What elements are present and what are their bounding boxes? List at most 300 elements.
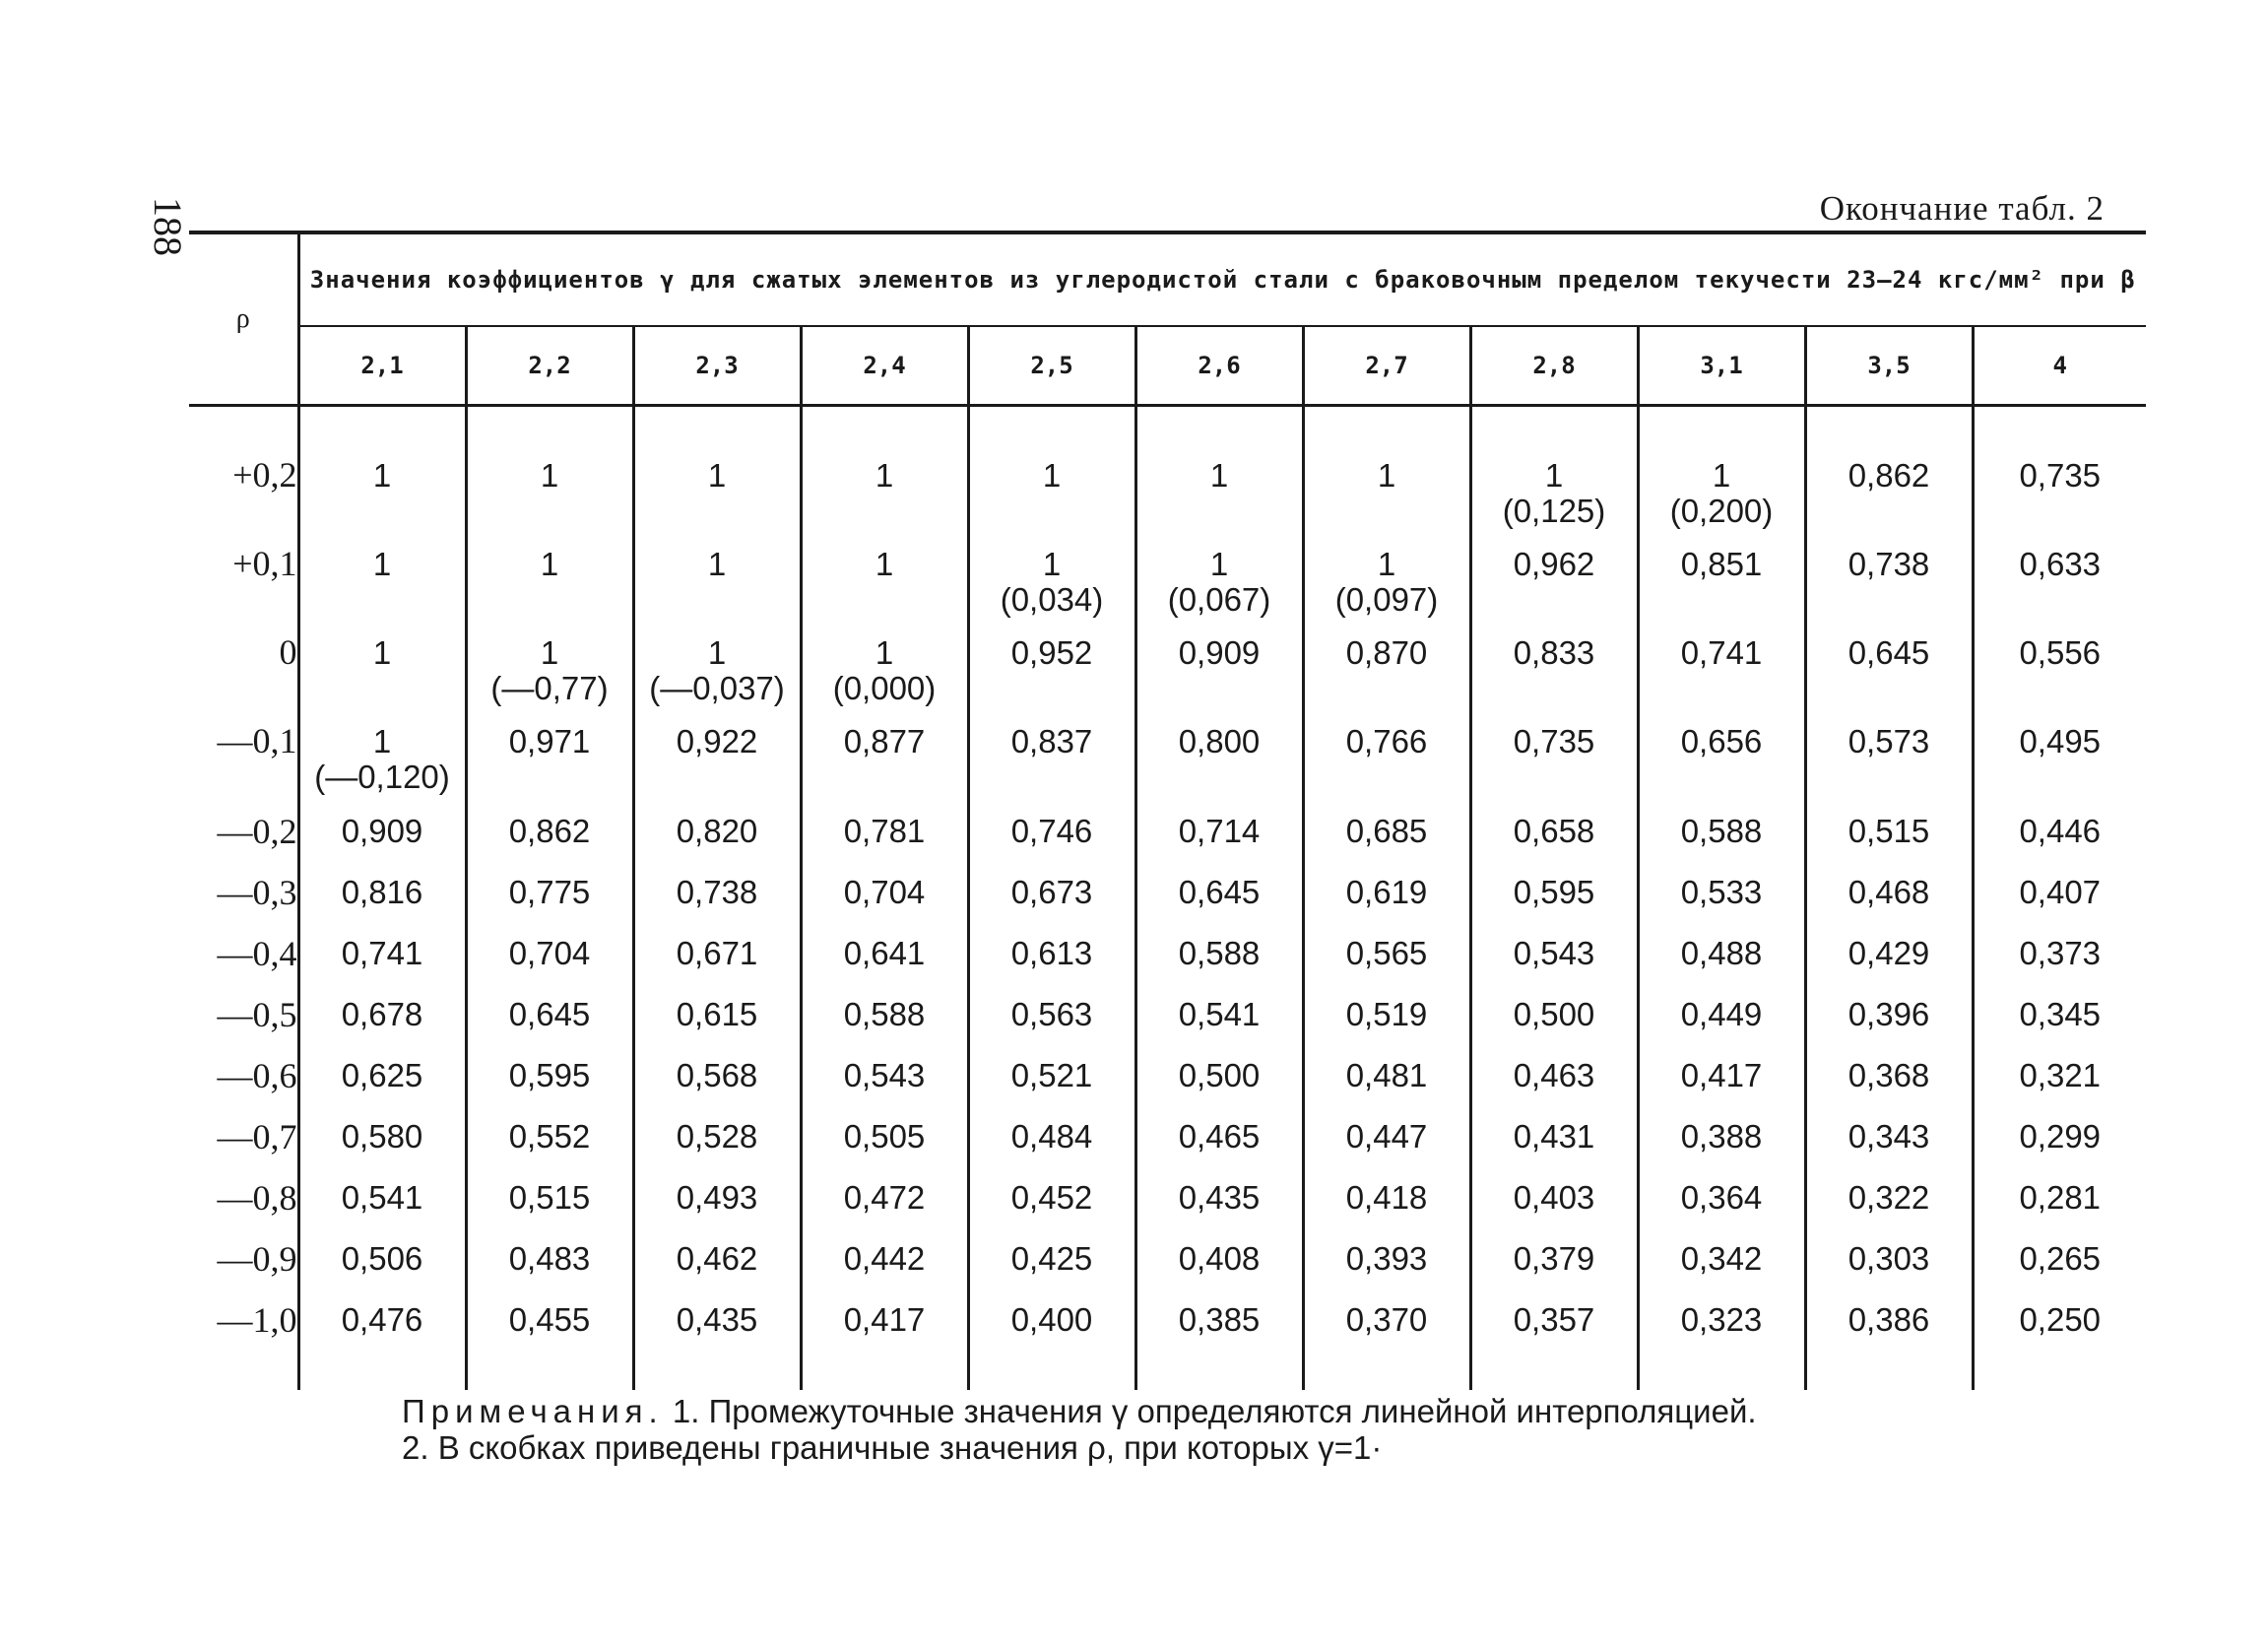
rho-cell: +0,2 bbox=[189, 446, 298, 535]
value-cell bbox=[1135, 1167, 1303, 1228]
value-cell bbox=[466, 446, 633, 535]
spacer-cell bbox=[1470, 1351, 1638, 1390]
spacer-cell bbox=[1638, 1351, 1805, 1390]
cell-value: 1 bbox=[1209, 546, 1229, 582]
cell-value: 0,704 bbox=[508, 935, 591, 971]
cell-value: 0,633 bbox=[2019, 546, 2102, 582]
spacer-cell bbox=[801, 406, 968, 447]
value-cell bbox=[801, 984, 968, 1045]
cell-value: 0,573 bbox=[1847, 723, 1930, 760]
value-cell bbox=[633, 535, 801, 624]
spacer-cell bbox=[633, 1351, 801, 1390]
value-cell bbox=[1135, 1045, 1303, 1106]
value-cell bbox=[1973, 446, 2146, 535]
rho-cell: —0,1 bbox=[189, 712, 298, 801]
cell-value: 1 bbox=[1544, 457, 1564, 494]
cell-value: 1 bbox=[372, 634, 392, 671]
cell-value: 1 bbox=[875, 457, 894, 494]
table-row bbox=[189, 923, 2146, 984]
cell-value: 0,837 bbox=[1010, 723, 1093, 760]
value-cell bbox=[968, 1289, 1135, 1351]
value-cell bbox=[1303, 801, 1470, 862]
cell-boundary-value: (0,000) bbox=[832, 670, 937, 706]
cell-value: 1 bbox=[707, 634, 727, 671]
value-cell bbox=[633, 1045, 801, 1106]
cell-value: 1 bbox=[540, 634, 559, 671]
value-cell bbox=[968, 624, 1135, 712]
value-cell bbox=[466, 984, 633, 1045]
value-cell bbox=[1303, 712, 1470, 801]
beta-header-cell: 2,2 bbox=[466, 326, 633, 406]
value-cell bbox=[801, 801, 968, 862]
value-cell bbox=[1303, 624, 1470, 712]
cell-value: 0,321 bbox=[2019, 1057, 2102, 1093]
cell-value: 0,619 bbox=[1345, 874, 1428, 910]
cell-value: 0,704 bbox=[843, 874, 926, 910]
table-row bbox=[189, 712, 2146, 801]
value-cell bbox=[968, 1167, 1135, 1228]
value-cell bbox=[466, 1167, 633, 1228]
cell-value: 0,820 bbox=[676, 813, 758, 849]
table-row bbox=[189, 862, 2146, 923]
cell-value: 0,641 bbox=[843, 935, 926, 971]
cell-value: 0,588 bbox=[1178, 935, 1261, 971]
cell-value: 0,299 bbox=[2019, 1118, 2102, 1155]
value-cell bbox=[1805, 984, 1973, 1045]
value-cell bbox=[633, 1228, 801, 1289]
cell-value: 0,588 bbox=[1680, 813, 1763, 849]
value-cell bbox=[801, 1228, 968, 1289]
cell-value: 0,386 bbox=[1847, 1301, 1930, 1338]
table-row bbox=[189, 801, 2146, 862]
table-body bbox=[189, 406, 2146, 1391]
value-cell bbox=[1805, 1228, 1973, 1289]
cell-value: 0,541 bbox=[1178, 996, 1261, 1032]
cell-boundary-value: (0,067) bbox=[1167, 581, 1271, 618]
cell-value: 0,922 bbox=[676, 723, 758, 760]
spacer-row bbox=[189, 406, 2146, 447]
value-cell bbox=[1470, 1045, 1638, 1106]
table-row bbox=[189, 535, 2146, 624]
cell-value: 0,488 bbox=[1680, 935, 1763, 971]
value-cell bbox=[801, 1289, 968, 1351]
value-cell bbox=[1135, 801, 1303, 862]
value-cell bbox=[1638, 1228, 1805, 1289]
value-cell bbox=[1638, 862, 1805, 923]
cell-value: 0,533 bbox=[1680, 874, 1763, 910]
value-cell bbox=[633, 984, 801, 1045]
value-cell bbox=[801, 535, 968, 624]
cell-value: 0,435 bbox=[1178, 1179, 1261, 1216]
cell-value: 0,446 bbox=[2019, 813, 2102, 849]
spacer-cell bbox=[466, 1351, 633, 1390]
cell-value: 0,322 bbox=[1847, 1179, 1930, 1216]
cell-value: 1 bbox=[875, 546, 894, 582]
value-cell bbox=[1470, 446, 1638, 535]
value-cell bbox=[298, 1167, 466, 1228]
value-cell bbox=[1470, 801, 1638, 862]
value-cell bbox=[466, 801, 633, 862]
value-cell bbox=[1638, 446, 1805, 535]
cell-value: 0,435 bbox=[676, 1301, 758, 1338]
spacer-cell bbox=[189, 1351, 298, 1390]
cell-value: 0,615 bbox=[676, 996, 758, 1032]
value-cell bbox=[298, 923, 466, 984]
value-cell bbox=[1973, 1106, 2146, 1167]
value-cell bbox=[1805, 1106, 1973, 1167]
value-cell bbox=[1470, 624, 1638, 712]
cell-value: 0,396 bbox=[1847, 996, 1930, 1032]
cell-value: 0,515 bbox=[508, 1179, 591, 1216]
spacer-cell bbox=[1303, 1351, 1470, 1390]
cell-value: 0,452 bbox=[1010, 1179, 1093, 1216]
value-cell bbox=[968, 801, 1135, 862]
rho-cell: —0,4 bbox=[189, 923, 298, 984]
value-cell bbox=[1638, 923, 1805, 984]
cell-value: 1 bbox=[372, 723, 392, 760]
cell-value: 0,521 bbox=[1010, 1057, 1093, 1093]
cell-value: 0,800 bbox=[1178, 723, 1261, 760]
rho-cell: —0,3 bbox=[189, 862, 298, 923]
cell-value: 0,862 bbox=[508, 813, 591, 849]
value-cell bbox=[466, 862, 633, 923]
value-cell bbox=[1805, 624, 1973, 712]
cell-value: 0,407 bbox=[2019, 874, 2102, 910]
value-cell bbox=[968, 1228, 1135, 1289]
value-cell bbox=[1135, 923, 1303, 984]
cell-value: 0,645 bbox=[1847, 634, 1930, 671]
cell-value: 0,519 bbox=[1345, 996, 1428, 1032]
cell-value: 0,775 bbox=[508, 874, 591, 910]
table-row bbox=[189, 1045, 2146, 1106]
value-cell bbox=[968, 535, 1135, 624]
cell-value: 0,613 bbox=[1010, 935, 1093, 971]
rho-cell: +0,1 bbox=[189, 535, 298, 624]
cell-value: 1 bbox=[875, 634, 894, 671]
value-cell bbox=[298, 801, 466, 862]
beta-header-cell: 3,5 bbox=[1805, 326, 1973, 406]
value-cell bbox=[801, 712, 968, 801]
cell-value: 0,833 bbox=[1513, 634, 1595, 671]
value-cell bbox=[466, 923, 633, 984]
value-cell bbox=[1973, 1045, 2146, 1106]
cell-value: 0,343 bbox=[1847, 1118, 1930, 1155]
cell-value: 0,870 bbox=[1345, 634, 1428, 671]
rho-cell: —1,0 bbox=[189, 1289, 298, 1351]
value-cell bbox=[1638, 984, 1805, 1045]
continuation-caption: Окончание табл. 2 bbox=[1819, 189, 2105, 228]
cell-value: 1 bbox=[372, 546, 392, 582]
cell-value: 0,556 bbox=[2019, 634, 2102, 671]
value-cell bbox=[298, 1289, 466, 1351]
cell-value: 0,447 bbox=[1345, 1118, 1428, 1155]
cell-value: 0,685 bbox=[1345, 813, 1428, 849]
cell-value: 0,364 bbox=[1680, 1179, 1763, 1216]
cell-value: 0,400 bbox=[1010, 1301, 1093, 1338]
cell-boundary-value: (0,097) bbox=[1334, 581, 1439, 618]
cell-value: 0,388 bbox=[1680, 1118, 1763, 1155]
value-cell bbox=[801, 624, 968, 712]
cell-value: 1 bbox=[372, 457, 392, 494]
table-row bbox=[189, 446, 2146, 535]
rho-cell: 0 bbox=[189, 624, 298, 712]
cell-value: 0,429 bbox=[1847, 935, 1930, 971]
value-cell bbox=[633, 446, 801, 535]
value-cell bbox=[1470, 535, 1638, 624]
cell-value: 1 bbox=[1042, 457, 1062, 494]
value-cell bbox=[1973, 923, 2146, 984]
cell-value: 0,345 bbox=[2019, 996, 2102, 1032]
coefficient-table bbox=[189, 231, 2146, 1390]
table-row bbox=[189, 1167, 2146, 1228]
cell-boundary-value: (0,034) bbox=[1000, 581, 1104, 618]
value-cell bbox=[633, 1289, 801, 1351]
beta-header-cell: 3,1 bbox=[1638, 326, 1805, 406]
value-cell bbox=[968, 1106, 1135, 1167]
cell-value: 0,541 bbox=[341, 1179, 423, 1216]
value-cell bbox=[1135, 624, 1303, 712]
value-cell bbox=[1470, 1106, 1638, 1167]
cell-value: 0,741 bbox=[1680, 634, 1763, 671]
cell-value: 0,250 bbox=[2019, 1301, 2102, 1338]
cell-value: 1 bbox=[540, 546, 559, 582]
cell-value: 0,656 bbox=[1680, 723, 1763, 760]
cell-value: 0,909 bbox=[1178, 634, 1261, 671]
cell-value: 0,816 bbox=[341, 874, 423, 910]
cell-value: 0,971 bbox=[508, 723, 591, 760]
value-cell bbox=[633, 801, 801, 862]
cell-value: 0,463 bbox=[1513, 1057, 1595, 1093]
value-cell bbox=[298, 862, 466, 923]
spacer-cell bbox=[298, 1351, 466, 1390]
cell-value: 0,484 bbox=[1010, 1118, 1093, 1155]
cell-value: 0,552 bbox=[508, 1118, 591, 1155]
cell-value: 0,495 bbox=[2019, 723, 2102, 760]
value-cell bbox=[801, 1045, 968, 1106]
value-cell bbox=[1805, 1167, 1973, 1228]
value-cell bbox=[968, 923, 1135, 984]
cell-value: 0,678 bbox=[341, 996, 423, 1032]
value-cell bbox=[1303, 1045, 1470, 1106]
value-cell bbox=[1303, 1167, 1470, 1228]
spacer-cell bbox=[1638, 406, 1805, 447]
value-cell bbox=[1973, 1167, 2146, 1228]
spacer-cell bbox=[189, 406, 298, 447]
cell-value: 0,625 bbox=[341, 1057, 423, 1093]
value-cell bbox=[968, 984, 1135, 1045]
value-cell bbox=[1973, 862, 2146, 923]
rho-header: ρ bbox=[189, 232, 298, 406]
note-2: 2. В скобках приведены граничные значения ρ, при которых γ=1· bbox=[402, 1429, 1383, 1466]
cell-value: 0,658 bbox=[1513, 813, 1595, 849]
cell-value: 0,506 bbox=[341, 1240, 423, 1277]
cell-value: 0,265 bbox=[2019, 1240, 2102, 1277]
value-cell bbox=[1470, 862, 1638, 923]
spacer-cell bbox=[1303, 406, 1470, 447]
cell-value: 1 bbox=[1209, 457, 1229, 494]
cell-value: 0,481 bbox=[1345, 1057, 1428, 1093]
cell-boundary-value: (—0,120) bbox=[314, 759, 450, 795]
cell-boundary-value: (0,200) bbox=[1669, 493, 1774, 529]
table-row bbox=[189, 984, 2146, 1045]
value-cell bbox=[466, 1289, 633, 1351]
page-number: 188 bbox=[146, 197, 190, 256]
table-caption: Значения коэффициентов γ для сжатых элементов из углеродистой стали с браковочным пределом текучести 23—24 кгс/мм² при β bbox=[298, 232, 2146, 326]
notes bbox=[402, 1393, 2027, 1466]
note-1: 1. Промежуточные значения γ определяются линейной интерполяцией. bbox=[672, 1393, 1757, 1429]
value-cell bbox=[1303, 1289, 1470, 1351]
value-cell bbox=[466, 535, 633, 624]
value-cell bbox=[1973, 535, 2146, 624]
beta-header-row bbox=[189, 326, 2146, 406]
cell-value: 1 bbox=[540, 457, 559, 494]
cell-boundary-value: (—0,77) bbox=[490, 670, 609, 706]
cell-value: 0,738 bbox=[1847, 546, 1930, 582]
value-cell bbox=[1303, 535, 1470, 624]
cell-value: 0,766 bbox=[1345, 723, 1428, 760]
cell-value: 0,528 bbox=[676, 1118, 758, 1155]
spacer-cell bbox=[1805, 1351, 1973, 1390]
rho-cell: —0,9 bbox=[189, 1228, 298, 1289]
table-row bbox=[189, 624, 2146, 712]
value-cell bbox=[801, 1167, 968, 1228]
value-cell bbox=[633, 624, 801, 712]
cell-value: 0,580 bbox=[341, 1118, 423, 1155]
cell-value: 0,645 bbox=[1178, 874, 1261, 910]
value-cell bbox=[1135, 1106, 1303, 1167]
beta-header-cell: 2,4 bbox=[801, 326, 968, 406]
beta-header-cell: 2,5 bbox=[968, 326, 1135, 406]
cell-value: 0,909 bbox=[341, 813, 423, 849]
value-cell bbox=[801, 1106, 968, 1167]
cell-value: 0,543 bbox=[843, 1057, 926, 1093]
spacer-cell bbox=[1470, 406, 1638, 447]
value-cell bbox=[1973, 801, 2146, 862]
value-cell bbox=[466, 1228, 633, 1289]
cell-value: 0,418 bbox=[1345, 1179, 1428, 1216]
value-cell bbox=[1805, 712, 1973, 801]
value-cell bbox=[633, 923, 801, 984]
value-cell bbox=[1805, 923, 1973, 984]
cell-boundary-value: (0,125) bbox=[1502, 493, 1606, 529]
cell-value: 0,595 bbox=[508, 1057, 591, 1093]
notes-lead: Примечания. bbox=[402, 1393, 664, 1429]
value-cell bbox=[801, 862, 968, 923]
value-cell bbox=[1470, 1167, 1638, 1228]
spacer-cell bbox=[1135, 406, 1303, 447]
cell-value: 0,671 bbox=[676, 935, 758, 971]
cell-value: 0,493 bbox=[676, 1179, 758, 1216]
value-cell bbox=[1638, 624, 1805, 712]
cell-value: 0,741 bbox=[341, 935, 423, 971]
value-cell bbox=[298, 446, 466, 535]
cell-value: 0,368 bbox=[1847, 1057, 1930, 1093]
value-cell bbox=[298, 1228, 466, 1289]
value-cell bbox=[1135, 984, 1303, 1045]
cell-value: 0,781 bbox=[843, 813, 926, 849]
beta-header-cell: 2,6 bbox=[1135, 326, 1303, 406]
value-cell bbox=[968, 862, 1135, 923]
value-cell bbox=[1135, 1228, 1303, 1289]
spacer-cell bbox=[968, 406, 1135, 447]
value-cell bbox=[801, 446, 968, 535]
cell-value: 0,645 bbox=[508, 996, 591, 1032]
value-cell bbox=[298, 1106, 466, 1167]
cell-value: 0,455 bbox=[508, 1301, 591, 1338]
cell-value: 0,877 bbox=[843, 723, 926, 760]
cell-value: 1 bbox=[1042, 546, 1062, 582]
spacer-cell bbox=[633, 406, 801, 447]
cell-value: 0,735 bbox=[1513, 723, 1595, 760]
value-cell bbox=[1470, 923, 1638, 984]
value-cell bbox=[1303, 1106, 1470, 1167]
value-cell bbox=[1470, 984, 1638, 1045]
value-cell bbox=[968, 1045, 1135, 1106]
cell-value: 0,543 bbox=[1513, 935, 1595, 971]
value-cell bbox=[1638, 1106, 1805, 1167]
spacer-cell bbox=[466, 406, 633, 447]
beta-header-cell: 4 bbox=[1973, 326, 2146, 406]
spacer-cell bbox=[1805, 406, 1973, 447]
rho-cell: —0,2 bbox=[189, 801, 298, 862]
cell-value: 0,472 bbox=[843, 1179, 926, 1216]
cell-value: 0,515 bbox=[1847, 813, 1930, 849]
value-cell bbox=[1973, 624, 2146, 712]
cell-value: 1 bbox=[707, 546, 727, 582]
rho-cell: —0,7 bbox=[189, 1106, 298, 1167]
value-cell bbox=[1973, 984, 2146, 1045]
cell-value: 0,738 bbox=[676, 874, 758, 910]
value-cell bbox=[298, 1045, 466, 1106]
cell-value: 0,476 bbox=[341, 1301, 423, 1338]
value-cell bbox=[1638, 535, 1805, 624]
value-cell bbox=[1805, 446, 1973, 535]
cell-boundary-value: (—0,037) bbox=[649, 670, 785, 706]
table-header bbox=[189, 232, 2146, 406]
value-cell bbox=[466, 624, 633, 712]
value-cell bbox=[1638, 801, 1805, 862]
table-row bbox=[189, 1289, 2146, 1351]
cell-value: 0,431 bbox=[1513, 1118, 1595, 1155]
value-cell bbox=[298, 984, 466, 1045]
value-cell bbox=[633, 712, 801, 801]
value-cell bbox=[633, 1167, 801, 1228]
rho-cell: —0,8 bbox=[189, 1167, 298, 1228]
value-cell bbox=[1805, 1045, 1973, 1106]
cell-value: 0,735 bbox=[2019, 457, 2102, 494]
value-cell bbox=[1303, 862, 1470, 923]
cell-value: 0,370 bbox=[1345, 1301, 1428, 1338]
value-cell bbox=[1973, 712, 2146, 801]
cell-value: 0,862 bbox=[1847, 457, 1930, 494]
value-cell bbox=[1470, 1289, 1638, 1351]
value-cell bbox=[298, 712, 466, 801]
cell-value: 0,588 bbox=[843, 996, 926, 1032]
cell-value: 0,952 bbox=[1010, 634, 1093, 671]
cell-value: 0,373 bbox=[2019, 935, 2102, 971]
spacer-cell bbox=[1973, 1351, 2146, 1390]
cell-value: 0,403 bbox=[1513, 1179, 1595, 1216]
value-cell bbox=[1805, 535, 1973, 624]
cell-value: 0,379 bbox=[1513, 1240, 1595, 1277]
value-cell bbox=[1470, 1228, 1638, 1289]
spacer-cell bbox=[1973, 406, 2146, 447]
beta-header-cell: 2,1 bbox=[298, 326, 466, 406]
value-cell bbox=[1973, 1289, 2146, 1351]
cell-value: 0,425 bbox=[1010, 1240, 1093, 1277]
cell-value: 0,357 bbox=[1513, 1301, 1595, 1338]
cell-value: 0,483 bbox=[508, 1240, 591, 1277]
